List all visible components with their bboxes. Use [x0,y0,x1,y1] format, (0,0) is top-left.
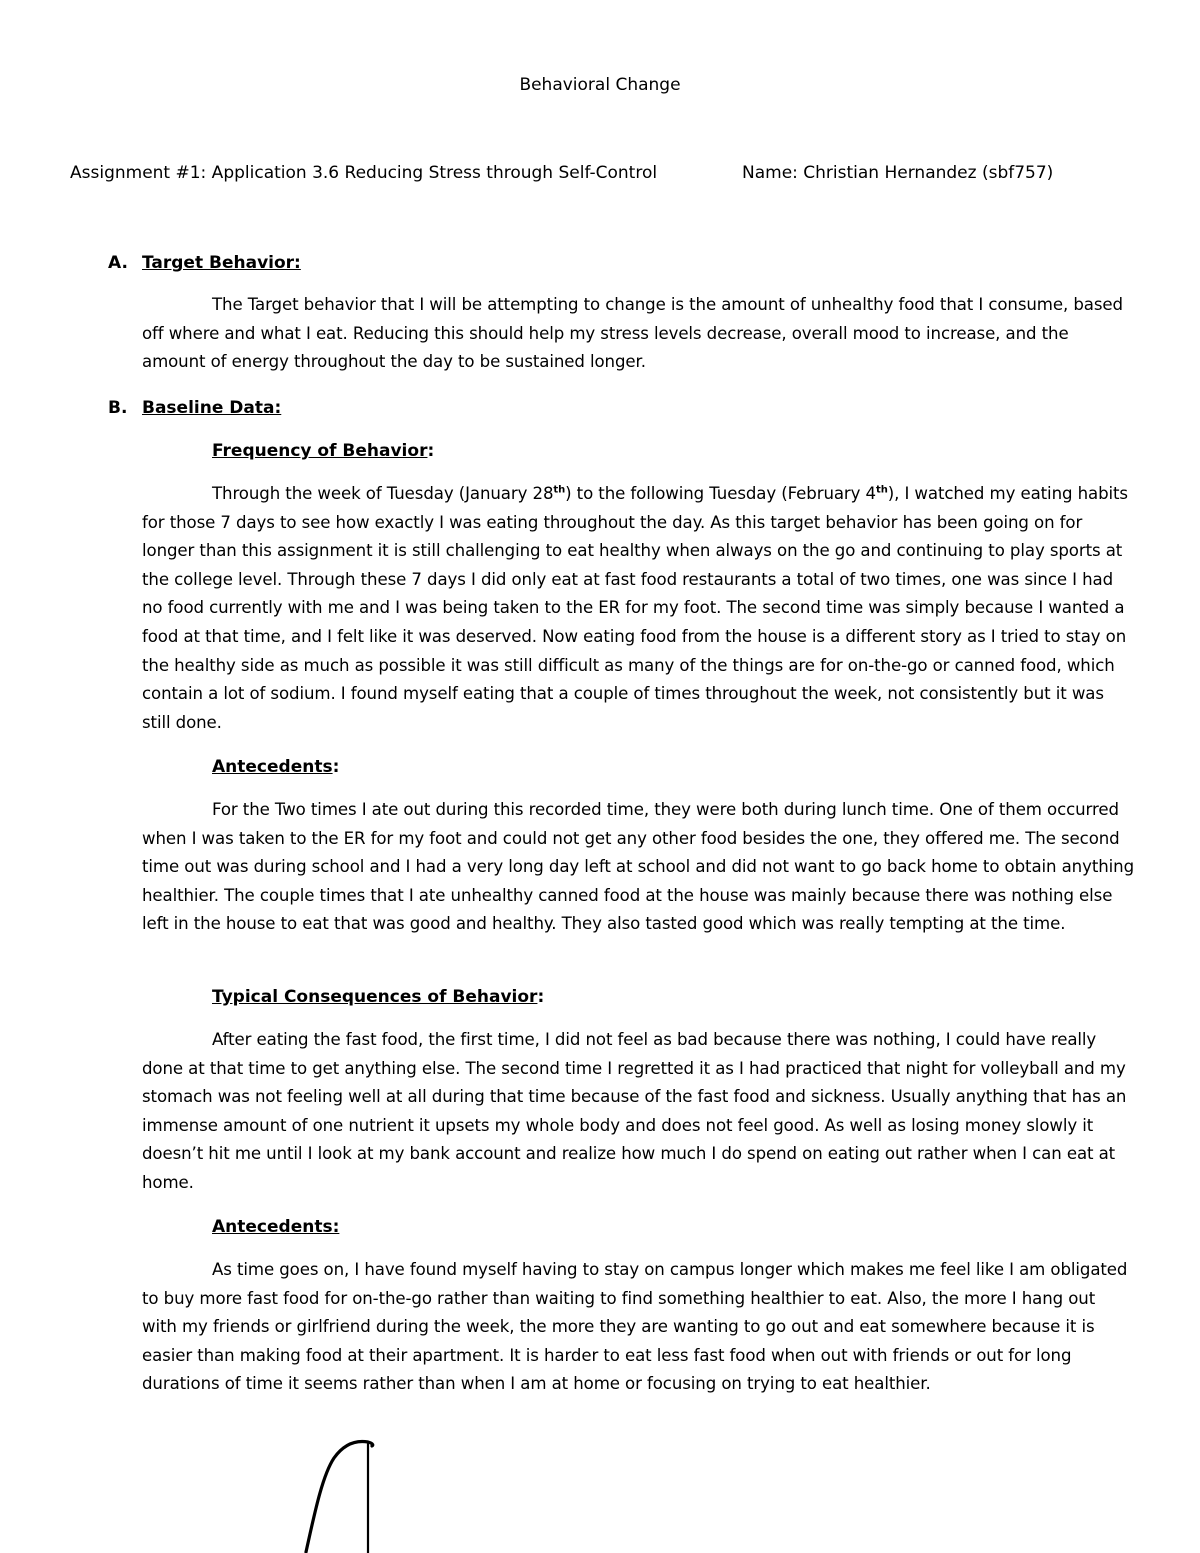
antecedents-paragraph-2: As time goes on, I have found myself having to stay on campus longer which makes me feel like I am obligated to buy more fast food for on-the-go rather than waiting to find something healthier to eat. Also, the more I hang out with my friends or girlfriend during the week, the more they are wanting to go out and eat somewhere because it is easier than making food at their apartment. It is harder to eat less fast food when out with friends or out for long durations of time it seems rather than when I am at home or focusing on trying to eat healthier. [142,1260,1128,1394]
document-title: Behavioral Change [519,75,681,95]
section-b-letter: B. [108,398,128,418]
section-a-paragraph: The Target behavior that I will be attempting to change is the amount of unhealthy food that I consume, based off where and what I eat. Reducing this should help my stress levels decrease, overall mood to increase, and the amount of energy throughout the day to be sustained longer. [142,295,1123,372]
frequency-heading: Frequency of Behavior: [212,441,435,461]
assignment-label: Assignment #1: Application 3.6 Reducing Stress through Self-Control [70,163,658,183]
antecedents-heading-1: Antecedents: [212,757,340,777]
frequency-paragraph: Through the week of Tuesday (January 28th) to the following Tuesday (February 4th), I watched my eating habits for those 7 days to see how exactly I was eating throughout the day. As this target behavior has been going on for longer than this assignment it is still challenging to eat healthy when always on the go and continuing to play sports at the college level. Through these 7 days I did only eat at fast food restaurants a total of two times, one was since I had no food currently with me and I was being taken to the ER for my foot. The second time was simply because I wanted a food at that time, and I felt like it was deserved. Now eating food from the house is a different story as I tried to stay on the healthy side as much as possible it was still difficult as many of the things are for on-the-go or canned food, which contain a lot of sodium. I found myself eating that a couple of times throughout the week, not consistently but it was still done. [142,484,1128,732]
section-a-label: Target Behavior: [142,253,301,273]
section-a-heading [108,252,301,274]
section-b-label: Baseline Data: [142,398,282,418]
section-a-letter: A. [108,253,128,273]
handwritten-mark [300,1436,390,1553]
header-row [70,162,1160,184]
antecedents-heading-2: Antecedents: [212,1217,340,1237]
consequences-heading: Typical Consequences of Behavior: [212,987,545,1007]
student-name: Name: Christian Hernandez (sbf757) [742,163,1054,183]
consequences-paragraph: After eating the fast food, the first time, I did not feel as bad because there was nothing, I could have really done at that time to get anything else. The second time I regretted it as I had practiced that night for volleyball and my stomach was not feeling well at all during that time because of the fast food and sickness. Usually anything that has an immense amount of one nutrient it upsets my whole body and does not feel good. As well as losing money slowly it doesn’t hit me until I look at my bank account and realize how much I do spend on eating out rather when I can eat at home. [142,1030,1127,1192]
section-b-heading [108,397,281,419]
antecedents-paragraph-1: For the Two times I ate out during this recorded time, they were both during lunch time. One of them occurred when I was taken to the ER for my foot and could not get any other food besides the one, they offered me. The second time out was during school and I had a very long day left at school and did not want to go back home to obtain anything healthier. The couple times that I ate unhealthy canned food at the house was mainly because there was nothing else left in the house to eat that was good and healthy. They also tasted good which was really tempting at the time. [142,800,1134,934]
